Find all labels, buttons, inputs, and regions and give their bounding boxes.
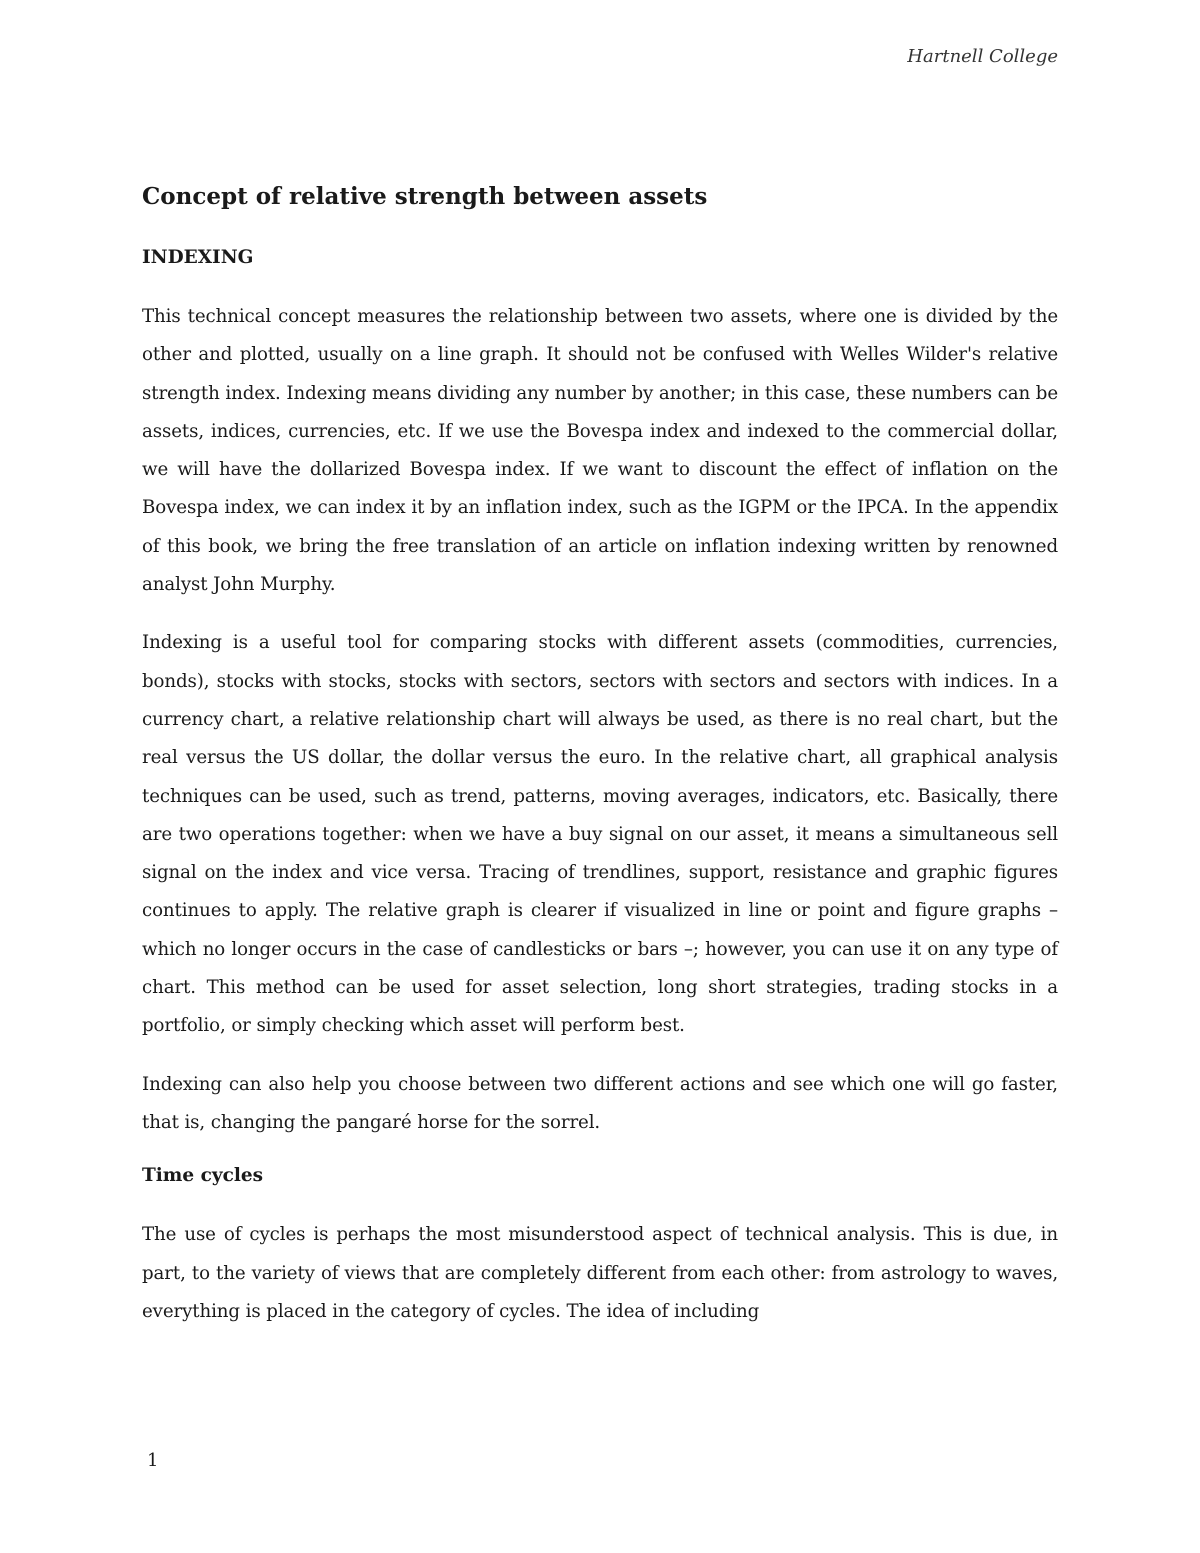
page-header-institution: Hartnell College	[907, 46, 1058, 67]
page-number: 1	[147, 1450, 159, 1471]
paragraph: This technical concept measures the relationship between two assets, where one is divided by the other and plotted, usually on a line graph. It should not be confused with Welles Wilder's relative strength index. Indexing means dividing any number by another; in this case, these numbers can be assets, indices, currencies, etc. If we use the Bovespa index and indexed to the commercial dollar, we will have the dollarized Bovespa index. If we want to discount the effect of inflation on the Bovespa index, we can index it by an inflation index, such as the IGPM or the IPCA. In the appendix of this book, we bring the free translation of an article on inflation indexing written by renowned analyst John Murphy.	[142, 306, 1058, 596]
document-title: Concept of relative strength between assets	[142, 183, 708, 210]
section-heading-indexing: INDEXING	[142, 247, 254, 268]
paragraph: Indexing is a useful tool for comparing stocks with different assets (commodities, currencies, bonds), stocks with stocks, stocks with sectors, sectors with sectors and sectors with indices. In a currency chart, a relative relationship chart will always be used, as there is no real chart, but the real versus the US dollar, the dollar versus the euro. In the relative chart, all graphical analysis techniques can be used, such as trend, patterns, moving averages, indicators, etc. Basically, there are two operations together: when we have a buy signal on our asset, it means a simultaneous sell signal on the index and vice versa. Tracing of trendlines, support, resistance and graphic figures continues to apply. The relative graph is clearer if visualized in line or point and figure graphs – which no longer occurs in the case of candlesticks or bars –; however, you can use it on any type of chart. This method can be used for asset selection, long short strategies, trading stocks in a portfolio, or simply checking which asset will perform best.	[142, 632, 1058, 1037]
paragraph: The use of cycles is perhaps the most misunderstood aspect of technical analysis. This is due, in part, to the variety of views that are completely different from each other: from astrology to waves, everything is placed in the category of cycles. The idea of including	[142, 1224, 1058, 1322]
section-heading-time-cycles: Time cycles	[142, 1165, 264, 1187]
paragraph: Indexing can also help you choose between two different actions and see which one will go faster, that is, changing the pangaré horse for the sorrel.	[142, 1073, 1058, 1133]
document-body	[142, 180, 1058, 1351]
